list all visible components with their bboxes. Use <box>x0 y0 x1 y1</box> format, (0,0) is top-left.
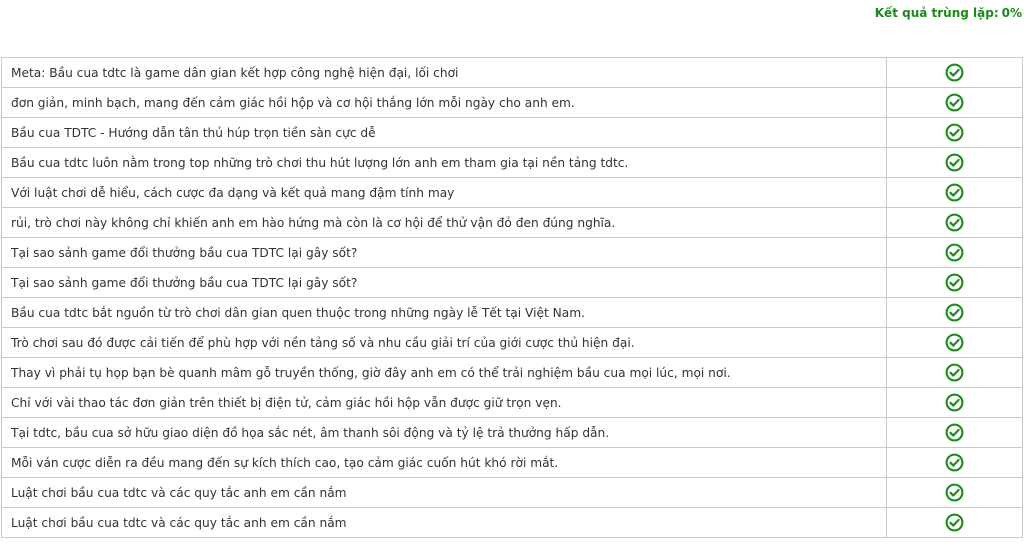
check-circle-icon <box>945 393 964 412</box>
sentence-status <box>887 88 1023 118</box>
check-circle-icon <box>945 153 964 172</box>
table-row <box>2 208 1023 238</box>
check-circle-icon <box>945 183 964 202</box>
check-circle-icon <box>945 273 964 292</box>
check-circle-icon <box>945 483 964 502</box>
duplicate-result-label: Kết quả trùng lặp: <box>874 6 999 20</box>
sentence-status <box>887 178 1023 208</box>
sentence-status <box>887 448 1023 478</box>
table-row <box>2 178 1023 208</box>
table-row <box>2 448 1023 478</box>
duplicate-result-value: 0% <box>1001 6 1022 20</box>
sentence-text: Tại sao sảnh game đổi thưởng bầu cua TDTC lại gây sốt? <box>2 268 887 298</box>
table-row <box>2 328 1023 358</box>
check-circle-icon <box>945 123 964 142</box>
sentence-status <box>887 388 1023 418</box>
table-row <box>2 148 1023 178</box>
sentence-status <box>887 508 1023 538</box>
check-circle-icon <box>945 363 964 382</box>
table-row <box>2 58 1023 88</box>
table-row <box>2 388 1023 418</box>
sentence-status <box>887 238 1023 268</box>
check-circle-icon <box>945 303 964 322</box>
sentence-text: Meta: Bầu cua tdtc là game dân gian kết hợp công nghệ hiện đại, lối chơi <box>2 58 887 88</box>
table-row <box>2 88 1023 118</box>
sentence-status <box>887 298 1023 328</box>
sentence-status <box>887 358 1023 388</box>
sentence-status <box>887 418 1023 448</box>
check-circle-icon <box>945 513 964 532</box>
duplicate-result-summary <box>875 6 1022 20</box>
check-circle-icon <box>945 93 964 112</box>
check-circle-icon <box>945 63 964 82</box>
sentence-text: rủi, trò chơi này không chỉ khiến anh em hào hứng mà còn là cơ hội để thử vận đỏ đen đúng nghĩa. <box>2 208 887 238</box>
sentence-text: Luật chơi bầu cua tdtc và các quy tắc anh em cần nắm <box>2 478 887 508</box>
table-row <box>2 118 1023 148</box>
check-circle-icon <box>945 213 964 232</box>
check-circle-icon <box>945 423 964 442</box>
sentence-text: Trò chơi sau đó được cải tiến để phù hợp với nền tảng số và nhu cầu giải trí của giới cược thủ hiện đại. <box>2 328 887 358</box>
table-row <box>2 508 1023 538</box>
check-circle-icon <box>945 243 964 262</box>
sentence-text: Bầu cua tdtc bắt nguồn từ trò chơi dân gian quen thuộc trong những ngày lễ Tết tại Việt Nam. <box>2 298 887 328</box>
sentence-text: Mỗi ván cược diễn ra đều mang đến sự kích thích cao, tạo cảm giác cuốn hút khó rời mắt. <box>2 448 887 478</box>
sentence-text: Bầu cua tdtc luôn nằm trong top những trò chơi thu hút lượng lớn anh em tham gia tại nền tảng tdtc. <box>2 148 887 178</box>
table-row <box>2 418 1023 448</box>
table-row <box>2 268 1023 298</box>
table-row <box>2 358 1023 388</box>
sentence-status <box>887 148 1023 178</box>
table-row <box>2 298 1023 328</box>
sentence-text: Bầu cua TDTC - Hướng dẫn tân thủ húp trọn tiền sàn cực dễ <box>2 118 887 148</box>
sentence-status <box>887 208 1023 238</box>
check-circle-icon <box>945 333 964 352</box>
sentence-text: Thay vì phải tụ họp bạn bè quanh mâm gỗ truyền thống, giờ đây anh em có thể trải nghiệm bầu cua mọi lúc, mọi nơi. <box>2 358 887 388</box>
sentence-text: Tại tdtc, bầu cua sở hữu giao diện đồ họa sắc nét, âm thanh sôi động và tỷ lệ trả thưởng hấp dẫn. <box>2 418 887 448</box>
table-row <box>2 238 1023 268</box>
sentence-status <box>887 268 1023 298</box>
sentence-text: Tại sao sảnh game đổi thưởng bầu cua TDTC lại gây sốt? <box>2 238 887 268</box>
sentence-check-table-body <box>2 58 1023 538</box>
sentence-status <box>887 118 1023 148</box>
sentence-text: Luật chơi bầu cua tdtc và các quy tắc anh em cần nắm <box>2 508 887 538</box>
sentence-status <box>887 58 1023 88</box>
sentence-check-table <box>1 57 1023 538</box>
sentence-text: Với luật chơi dễ hiểu, cách cược đa dạng và kết quả mang đậm tính may <box>2 178 887 208</box>
check-circle-icon <box>945 453 964 472</box>
sentence-status <box>887 328 1023 358</box>
sentence-text: đơn giản, minh bạch, mang đến cảm giác hồi hộp và cơ hội thắng lớn mỗi ngày cho anh em. <box>2 88 887 118</box>
sentence-status <box>887 478 1023 508</box>
table-row <box>2 478 1023 508</box>
sentence-text: Chỉ với vài thao tác đơn giản trên thiết bị điện tử, cảm giác hồi hộp vẫn được giữ trọn vẹn. <box>2 388 887 418</box>
